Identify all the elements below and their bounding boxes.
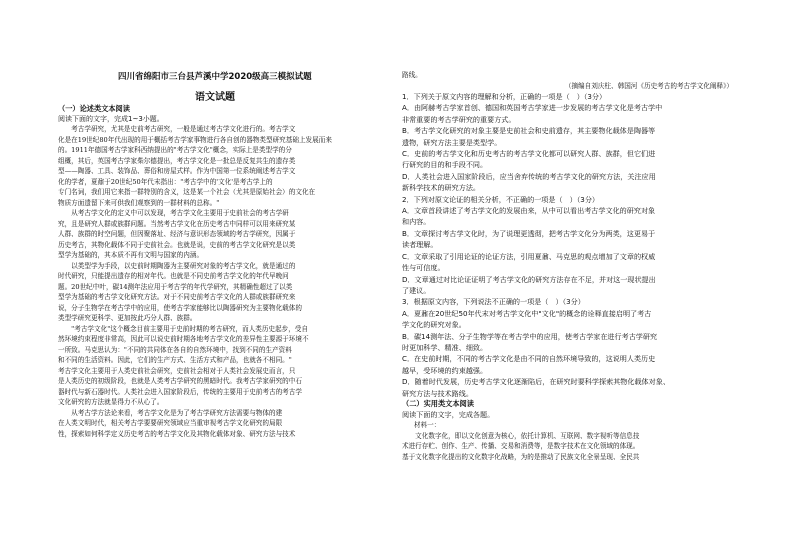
question-line: 学文化的研究对象。 [402,320,466,330]
article-source: （摘编自刘庆柱、韩国河《历史考古的考古学文化阐释》） [564,81,733,90]
article-line: 是人类历史的初级阶段，也就是人类考古学研究的黑暗时代。我考古学家研究的中石 [58,377,302,385]
article-continuation: 路线。 [402,71,422,79]
question-line: 和内容。 [402,217,431,227]
right-content [402,70,737,462]
question-line: C．在史前时期，不同的考古学文化是由不同的自然环境导致的，这说明人类历史 [402,354,656,364]
material-line: 文化数字化，即以文化创意为核心，依托计算机、互联网、数字视听等信息技 [402,431,640,440]
question-line: A．由阿赫考古学家首创、德国和英国考古学家进一步发展的考古学文化是考古学中 [402,103,663,113]
material-label: 材料一： [414,421,441,430]
article-line: 和不同的生活资料。因此，它们的生产方式、生活方式和产品，也就各不相同。" [58,356,292,364]
question-line: C．史前的考古学文化和历史考古的考古学文化都可以研究人群、族群，但它们进 [402,149,656,159]
article-line: 文化研究的方法就显得力不从心了。 [58,398,164,406]
article-line: 从考古学文化的定义中可以发现，考古学文化主要用于史前社会的考古学研 [58,209,289,217]
question-line: D．随着时代发展，历史考古学文化逐渐陷后，在研究时要科学探索其物化载体对象、 [402,377,670,387]
question-line: 研究方法与技术路线。 [402,388,473,398]
section2-heading: （二）实用类文本阅读 [402,398,474,408]
question-line: 3．根据原文内容，下列说法不正确的一项是（ ）（3分） [402,297,585,307]
question-line: 越早，受环境的约束越强。 [402,365,488,375]
article-line: 时代研究，只能提出遗存的相对年代。也就是不同史前考古学文化的年代早晚问 [58,272,289,280]
question-line: 1．下列关于原文内容的理解和分析，正确的一项是（ ）（3分） [402,92,607,101]
question-line: 时更加科学、精准、细致。 [402,342,488,352]
section1 [58,104,393,439]
article-line: 考古学文化主要用于人类史前社会研究，史前社会相对于人类社会发展史而言，只 [58,366,296,375]
question-line: B．文章探讨考古学文化时，为了说理更透彻，把考古学文化分为两类，这更易于 [402,228,656,238]
article-line: 型学为基础的考古学文化研究方法。对于不同史前考古学文化的人群或族群研究来 [58,293,296,301]
material-line: 基于文化数字化提出的文化数字化战略，为的是推动了民族文化全景呈现、全民共 [402,452,640,461]
section2-instruction: 阅读下面的文字，完成各题。 [402,409,495,419]
article-line: 类型学研究更科学、更加按此巧分人群、族群。 [58,314,197,322]
section1-heading: （一）论述类文本阅读 [58,104,130,113]
article-line: 历史考古，其物化载体不同于史前社会。也就是说，史前的考古学文化研究是以类 [58,240,296,249]
question-line: 非常重要的考古学研究的重要方式。 [402,114,516,124]
question-line: 遗物，研究方法主要是类型学。 [402,137,502,147]
question-line: D．文章通过对比论证证明了考古学文化的研究方法存在不足，并对这一现状提出 [402,274,656,284]
question-line: D．人类社会进入国家阶段后，应当舍弃传统的考古学文化的研究方法，关注应用 [402,171,656,181]
question-line: 2．下列对原文论证的相关分析，不正确的一项是（ ）（3分） [402,194,600,204]
question-line: A．文章首段讲述了考古学文化的发展由来，从中可以看出考古学文化的研究对象 [402,206,656,216]
material-line: 术进行存贮、创作、生产、传播、交易和消费等，是数字技术在文化领域的体现。 [402,442,640,451]
article-line: 题。20世纪中叶，碳14测年法应用于考古学的年代学研究，其精确性超过了以类 [58,282,293,291]
question-line: 性与可信度。 [402,263,445,273]
article-line: 化是在19世纪80年代出现的用于概括考古学家事物进行各自创的器物类型研究基础上发展而来 [58,135,332,144]
questions [402,91,737,399]
question-line: 新科学技术的研究方法。 [402,183,481,193]
article-line: 人群、族群的时空问题，但因聚落址、经济与意识形态领域的考古学研究，因属于 [58,230,296,238]
article-line: 性，探索如何科学定义历史考古的考古学文化及其物化载体对象、研究方法与技术 [58,429,296,438]
article-line: 一所致。马克思认为："不同的共同体在各自的自然环境中，找到不同的生产资料 [58,345,292,354]
question-line: 了建议。 [402,285,431,295]
subject-title: 语文试题 [195,92,235,103]
article-text [58,124,393,439]
article-line: 型——陶器、工具、装饰品、葬俗和房屋式样。作为中国第一位系统阐述考古学文 [58,167,296,175]
exam-title: 四川省绵阳市三台县芦溪中学2020级高三模拟试题 [118,72,312,82]
article-line: 组概，其后，英国考古学家柴尔德提出，考古学文化是一批总是反复共生的遗存类 [58,156,296,165]
question-line: 行研究的目的和手段不同。 [402,160,488,170]
question-line: B．考古学文化研究的对象主要是史前社会和史前遗存，其主要物化载体是陶器等 [402,126,656,136]
article-line: 物质方面遗留下来可供我们观察到的一群材料的总称。" [58,198,220,207]
article-line: 从考古学方法论来看，考古学文化是为了考古学研究方法需要与物体的建 [58,408,283,417]
article-line: 器时代与新石器时代。人类社会进入国家阶段后，传统的主要用于史前考古的考古学 [58,387,302,396]
article-line: 考古学研究，尤其是史前考古研究，一般是通过考古学文化进行的。考古学文 [58,125,296,133]
article-line: 以类型学为手段，以史前时期陶器为主要研究对象的考古学文化，就是通过的 [58,261,296,270]
question-line: A．夏鼐在20世纪50年代末对考古学文化中"文化"的概念的诠释直接启明了考古 [402,308,652,318]
article-line: 究，且是研究人群或族群问题。当然考古学文化在历史考古中同样可以用来研究某 [58,219,296,228]
material-text [402,431,737,463]
article-line: 在人类文明时代，相关考古学要要研究领域应当重审视考古学文化研究的局限 [58,419,283,427]
article-line: 型学为基础的，其本质不再有文明与国家的内涵。 [58,251,204,259]
question-line: C．文章采取了引用论证的论证方法，引用夏鼐、马克思的观点增加了文章的权威 [402,251,656,261]
article-line: "考古学文化"这个概念目前主要用于史前时期的考古研究，而人类历史起步，受自 [58,324,309,333]
article-line: 说，分子生物学在考古学中的应用，使考古学家能够比以陶器研究为主要物化载体的 [58,303,302,312]
article-line: 化的学者，夏鼐于20世纪50年代末指出："考古学中的'文化'是考古学上的 [58,177,273,186]
article-line: 的。1911年德国考古学家科西纳提出的"考古学文化"概念，实际上是类型学的分 [58,146,292,154]
section1-instruction: 阅读下面的文字，完成1~3小题。 [58,115,164,123]
article-line: 专门名词，我们用它来指一群特别的含义，这是某一个社会（尤其是原始社会）的文化在 [58,188,316,196]
article-line: 然环境约束程度非常高，因此可以说史前时期各地考古学文化的差异性主要源于环境不 [58,335,309,343]
question-line: B．碳14测年法、分子生物学等在考古学中的应用，使考古学家在进行考古学研究 [402,331,658,341]
question-line: 读者理解。 [402,240,438,250]
